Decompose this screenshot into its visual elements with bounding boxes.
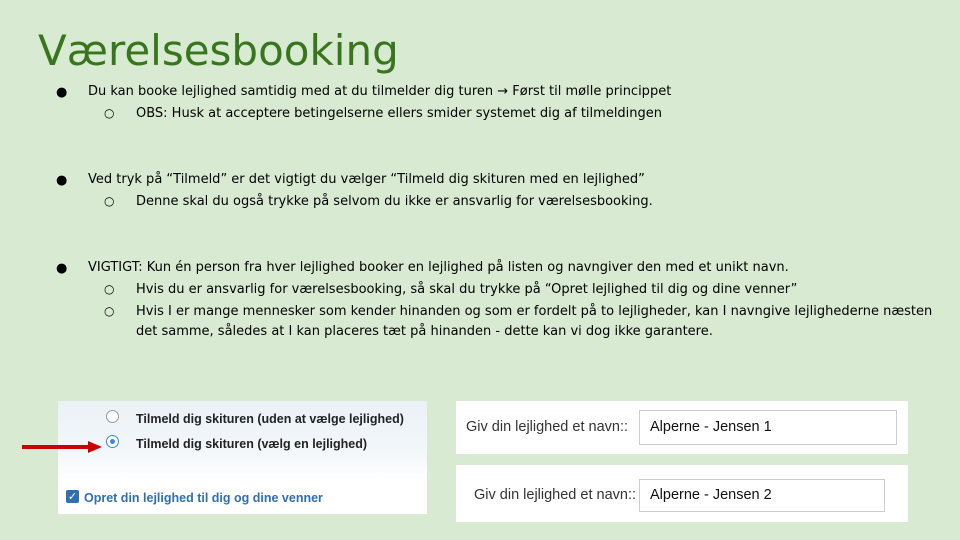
sub-bullet-circle: ○: [104, 194, 115, 208]
sub-bullet-text-2-1: Denne skal du også trykke på selvom du ikke er ansvarlig for værelsesbooking.: [136, 194, 653, 209]
radio-option-2[interactable]: [106, 435, 119, 448]
bullet-text-2: Ved tryk på “Tilmeld” er det vigtigt du vælger “Tilmeld dig skituren med en lejlighed”: [88, 172, 645, 187]
bullet-dot: ●: [56, 261, 68, 276]
radio-option-1[interactable]: [106, 410, 119, 423]
bullet-dot: ●: [56, 173, 68, 188]
page-title: Værelsesbooking: [38, 26, 399, 75]
apartment-name-label-1: Giv din lejlighed et navn::: [466, 419, 629, 435]
red-arrow-icon: [22, 441, 102, 453]
sub-bullet-text-3-2: Hvis I er mange mennesker som kender hinanden og som er fordelt på to lejligheder, kan I navngive lejlighederne næsten det samme, således at I kan placeres tæt på hinanden - dette kan vi dog ikke garantere.: [136, 304, 933, 339]
sub-bullet-text-3-1: Hvis du er ansvarlig for værelsesbooking, så skal du trykke på “Opret lejlighed til dig og dine venner”: [136, 282, 798, 297]
bullet-text-1: Du kan booke lejlighed samtidig med at du tilmelder dig turen → Først til mølle princippet: [88, 84, 672, 99]
apartment-name-input-1[interactable]: Alperne - Jensen 1: [639, 410, 897, 445]
apartment-name-screenshot-1: [456, 401, 908, 454]
apartment-name-input-2[interactable]: Alperne - Jensen 2: [639, 479, 885, 512]
bullet-dot: ●: [56, 85, 68, 100]
create-apartment-checkbox-label[interactable]: Opret din lejlighed til dig og dine venner: [84, 491, 323, 505]
sub-bullet-circle: ○: [104, 282, 115, 296]
signup-options-screenshot: [58, 401, 427, 514]
sub-bullet-text-1-1: OBS: Husk at acceptere betingelserne ellers smider systemet dig af tilmeldingen: [136, 106, 663, 121]
create-apartment-checkbox[interactable]: ✓: [67, 490, 78, 503]
sub-bullet-circle: ○: [104, 106, 115, 120]
radio-option-2-label[interactable]: Tilmeld dig skituren (vælg en lejlighed): [136, 437, 368, 451]
sub-bullet-circle: ○: [104, 304, 115, 318]
apartment-name-screenshot-2: [456, 465, 908, 522]
radio-option-1-label[interactable]: Tilmeld dig skituren (uden at vælge lejlighed): [136, 412, 404, 426]
apartment-name-label-2: Giv din lejlighed et navn::: [474, 487, 637, 503]
bullet-text-3: VIGTIGT: Kun én person fra hver lejlighed booker en lejlighed på listen og navngiver den med et unikt navn.: [88, 260, 789, 275]
